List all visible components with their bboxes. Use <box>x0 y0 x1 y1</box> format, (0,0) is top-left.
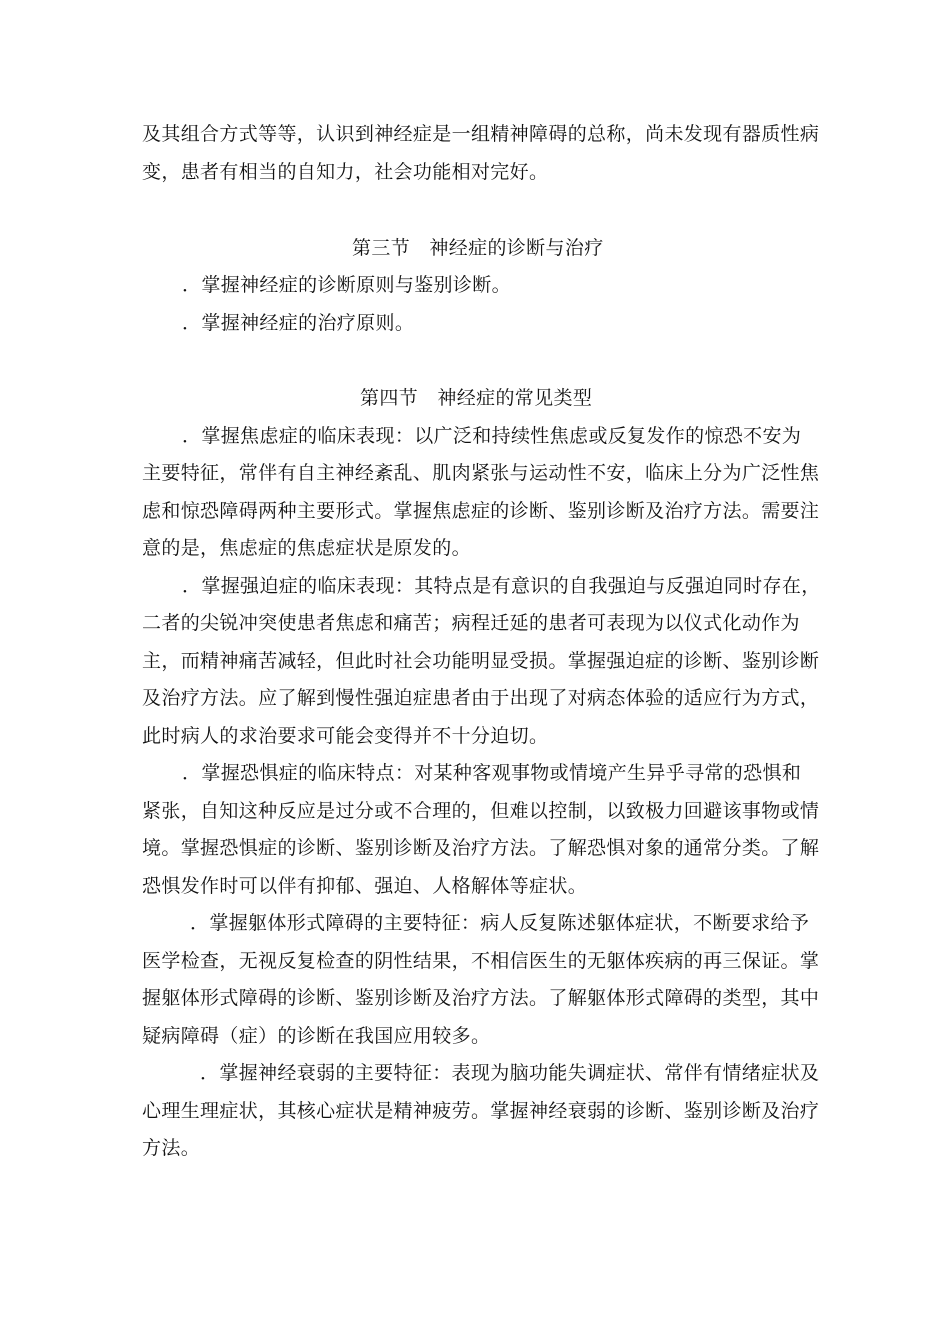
neurasthenia-line-3: 方法。 <box>142 1137 201 1159</box>
ocd-line-4: 及治疗方法。应了解到慢性强迫症患者由于出现了对病态体验的适应行为方式， <box>142 687 820 709</box>
somatoform-line-3: 握躯体形式障碍的诊断、鉴别诊断及治疗方法。了解躯体形式障碍的类型，其中 <box>142 987 820 1009</box>
anxiety-line-4: 意的是，焦虑症的焦虑症状是原发的。 <box>142 537 471 559</box>
section-3-item-1: ．掌握神经症的诊断原则与鉴别诊断。 <box>182 274 511 296</box>
intro-line-1: 及其组合方式等等，认识到神经症是一组精神障碍的总称，尚未发现有器质性病 <box>142 123 820 145</box>
neurasthenia-line-1: ．掌握神经衰弱的主要特征：表现为脑功能失调症状、常伴有情绪症状及 <box>200 1062 820 1084</box>
intro-line-2: 变，患者有相当的自知力，社会功能相对完好。 <box>142 161 549 183</box>
somatoform-line-1: ．掌握躯体形式障碍的主要特征：病人反复陈述躯体症状，不断要求给予 <box>190 912 810 934</box>
section-3-title: 第三节 神经症的诊断与治疗 <box>352 237 604 259</box>
somatoform-line-2: 医学检查，无视反复检查的阴性结果，不相信医生的无躯体疾病的再三保证。掌 <box>142 950 820 972</box>
phobia-line-1: ．掌握恐惧症的临床特点：对某种客观事物或情境产生异乎寻常的恐惧和 <box>182 762 802 784</box>
phobia-line-2: 紧张，自知这种反应是过分或不合理的，但难以控制，以致极力回避该事物或情 <box>142 800 820 822</box>
neurasthenia-line-2: 心理生理症状，其核心症状是精神疲劳。掌握神经衰弱的诊断、鉴别诊断及治疗 <box>142 1100 820 1122</box>
phobia-line-3: 境。掌握恐惧症的诊断、鉴别诊断及治疗方法。了解恐惧对象的通常分类。了解 <box>142 837 820 859</box>
section-3-item-2: ．掌握神经症的治疗原则。 <box>182 312 415 334</box>
ocd-line-5: 此时病人的求治要求可能会变得并不十分迫切。 <box>142 725 549 747</box>
ocd-line-2: 二者的尖锐冲突使患者焦虑和痛苦；病程迁延的患者可表现为以仪式化动作为 <box>142 612 800 634</box>
anxiety-line-2: 主要特征，常伴有自主神经紊乱、肌肉紧张与运动性不安，临床上分为广泛性焦 <box>142 462 820 484</box>
section-4-title: 第四节 神经症的常见类型 <box>360 387 593 409</box>
anxiety-line-3: 虑和惊恐障碍两种主要形式。掌握焦虑症的诊断、鉴别诊断及治疗方法。需要注 <box>142 500 820 522</box>
phobia-line-4: 恐惧发作时可以伴有抑郁、强迫、人格解体等症状。 <box>142 875 588 897</box>
anxiety-line-1: ．掌握焦虑症的临床表现：以广泛和持续性焦虑或反复发作的惊恐不安为 <box>182 425 802 447</box>
somatoform-line-4: 疑病障碍（症）的诊断在我国应用较多。 <box>142 1025 491 1047</box>
ocd-line-1: ．掌握强迫症的临床表现：其特点是有意识的自我强迫与反强迫同时存在， <box>182 575 821 597</box>
ocd-line-3: 主，而精神痛苦减轻，但此时社会功能明显受损。掌握强迫症的诊断、鉴别诊断 <box>142 650 820 672</box>
